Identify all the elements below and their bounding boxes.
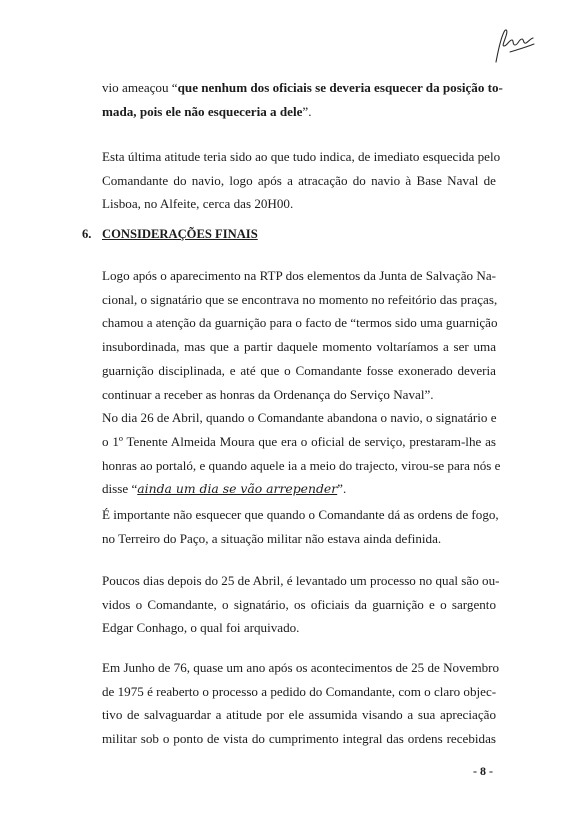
paragraph-threat: vio ameaçou “que nenhum dos oficiais se deveria esquecer da posição to- mada, pois ele não esqueceria a dele”. — [102, 80, 503, 119]
paragraph-fire-orders: É importante não esquecer que quando o Comandante dá as ordens de fogo, no Terreiro do Paço, a situação militar não estava ainda definida. — [102, 507, 499, 546]
paragraph-process: Poucos dias depois do 25 de Abril, é levantado um processo no qual são ou- vidos o Comandante, o signatário, os oficiais da guarnição e o sargento Edgar Conhago, o qual foi arquivado. — [102, 573, 500, 636]
paragraph-docking: Esta última atitude teria sido ao que tudo indica, de imediato esquecida pelo Comandante do navio, logo após a atracação do navio à Base Naval de Lisboa, no Alfeite, cerca das 20H00. — [102, 149, 501, 212]
handwritten-quote: ainda um dia se vão arrepender — [137, 481, 338, 497]
paragraph-june-76: Em Junho de 76, quase um ano após os acontecimentos de 25 de Novembro de 1975 é reaberto o processo a pedido do Comandante, com o claro objec- tivo de salvaguardar a atitude por ele assumida visando a sua apreciação militar sob o ponto de vista do cumprimento integral das ordens recebidas — [102, 660, 500, 747]
section-heading: 6. CONSIDERAÇÕES FINAIS — [82, 227, 258, 241]
paragraph-rtp: Logo após o aparecimento na RTP dos elementos da Junta de Salvação Na- cional, o signatário que se encontrava no momento no refeitório das praças, chamou a atenção da guarnição para o facto de “termos sido uma guarnição insubordinada, mas que a partir daquele momento voltaríamos a ser uma guarnição disciplinada, e até que o Comandante fosse exonerado deveria continuar a receber as honras da Ordenança do Serviço Naval”. No dia 26 de Abril, quando o Comandante abandona o navio, o signatário e o 1º Tenente Almeida Moura que era o oficial de serviço, prestaram-lhe as honras ao portaló, e quando aquele ia a meio do trajecto, virou-se para nós e disse “ainda um dia se vão arrepender”. — [102, 268, 501, 497]
handwritten-initials — [490, 22, 536, 66]
page-number: - 8 - — [473, 764, 493, 778]
